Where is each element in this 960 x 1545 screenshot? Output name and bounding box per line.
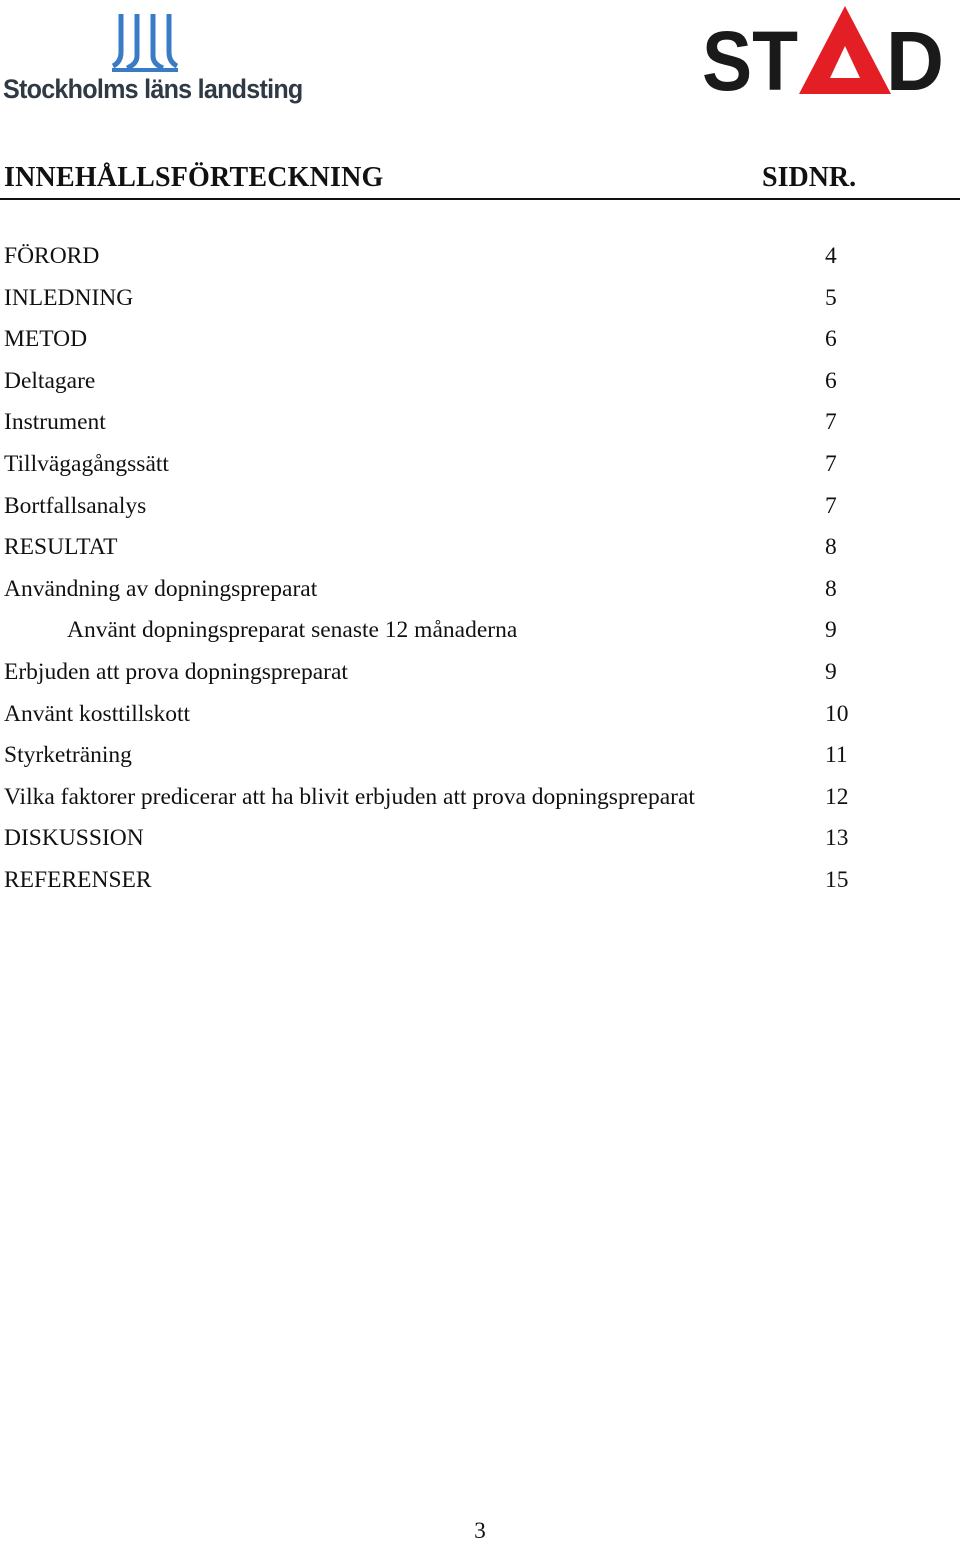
toc-entry-label: Instrument	[4, 409, 106, 436]
toc-entry-page: 7	[825, 409, 837, 436]
toc-entry-page: 12	[825, 783, 849, 810]
toc-entry-label: Erbjuden att prova dopningspreparat	[4, 658, 348, 685]
toc-entry-page: 9	[825, 617, 837, 644]
toc-entry-tillvagagangssatt[interactable]	[0, 444, 960, 486]
toc-entry-label: Vilka faktorer predicerar att ha blivit erbjuden att prova dopningspreparat	[4, 783, 695, 810]
svg-text:D: D	[886, 14, 944, 102]
toc-entry-label: Användning av dopningspreparat	[4, 575, 318, 602]
svg-text:ST: ST	[702, 14, 798, 102]
toc-entry-page: 6	[825, 326, 837, 353]
toc-entry-label: Bortfallsanalys	[4, 492, 147, 519]
toc-entry-instrument[interactable]	[0, 402, 960, 444]
toc-entry-label: Deltagare	[4, 367, 96, 394]
toc-entry-label: Tillvägagångssätt	[4, 450, 169, 477]
toc-entry-erbjuden[interactable]	[0, 652, 960, 694]
toc-entry-label: RESULTAT	[4, 534, 118, 561]
toc-entry-diskussion[interactable]	[0, 818, 960, 860]
sll-emblem-icon	[112, 12, 178, 72]
toc-entry-deltagare[interactable]	[0, 361, 960, 403]
header-logos	[0, 0, 960, 120]
toc-entry-label: METOD	[4, 326, 88, 353]
toc-entry-resultat[interactable]	[0, 527, 960, 569]
toc-entry-page: 7	[825, 492, 837, 519]
toc-entry-page: 11	[825, 742, 848, 769]
toc-entry-page: 6	[825, 367, 837, 394]
page-number: 3	[474, 1518, 486, 1544]
toc-entry-page: 9	[825, 658, 837, 685]
toc-entry-metod[interactable]	[0, 319, 960, 361]
toc-title: INNEHÅLLSFÖRTECKNING	[4, 162, 384, 193]
toc-entry-styrketraning[interactable]	[0, 735, 960, 777]
toc-entry-label: Styrketräning	[4, 742, 132, 769]
toc-entry-page: 7	[825, 450, 837, 477]
stad-logo	[700, 2, 950, 102]
toc-entry-label: DISKUSSION	[4, 825, 144, 852]
toc-entry-page: 10	[825, 700, 849, 727]
toc-entry-faktorer[interactable]	[0, 777, 960, 819]
toc-entry-forord[interactable]	[0, 236, 960, 278]
toc-entry-label: REFERENSER	[4, 866, 152, 893]
toc-entry-kosttillskott[interactable]	[0, 694, 960, 736]
sll-logo-text: Stockholms läns landsting	[3, 74, 303, 104]
toc-entry-page: 5	[825, 284, 837, 311]
toc-entry-page: 15	[825, 866, 849, 893]
sll-logo	[0, 8, 303, 108]
toc-entry-label: Använt kosttillskott	[4, 700, 191, 727]
toc-entry-page: 8	[825, 534, 837, 561]
toc-entry-referenser[interactable]	[0, 860, 960, 902]
toc-entry-page: 4	[825, 243, 837, 269]
toc-header	[0, 160, 960, 200]
toc-entry-label: FÖRORD	[4, 243, 100, 269]
toc-entry-bortfallsanalys[interactable]	[0, 486, 960, 528]
toc-entry-label: INLEDNING	[4, 284, 134, 311]
toc-entry-inledning[interactable]	[0, 278, 960, 320]
toc-entry-anvandning[interactable]	[0, 569, 960, 611]
toc-page-column-heading: SIDNR.	[762, 162, 857, 193]
toc-entry-page: 13	[825, 825, 849, 852]
toc-entry-anvant-senaste-12[interactable]	[0, 610, 960, 652]
toc-list	[0, 236, 960, 902]
toc-entry-page: 8	[825, 575, 837, 602]
toc-entry-label: Använt dopningspreparat senaste 12 månaderna	[67, 617, 518, 644]
